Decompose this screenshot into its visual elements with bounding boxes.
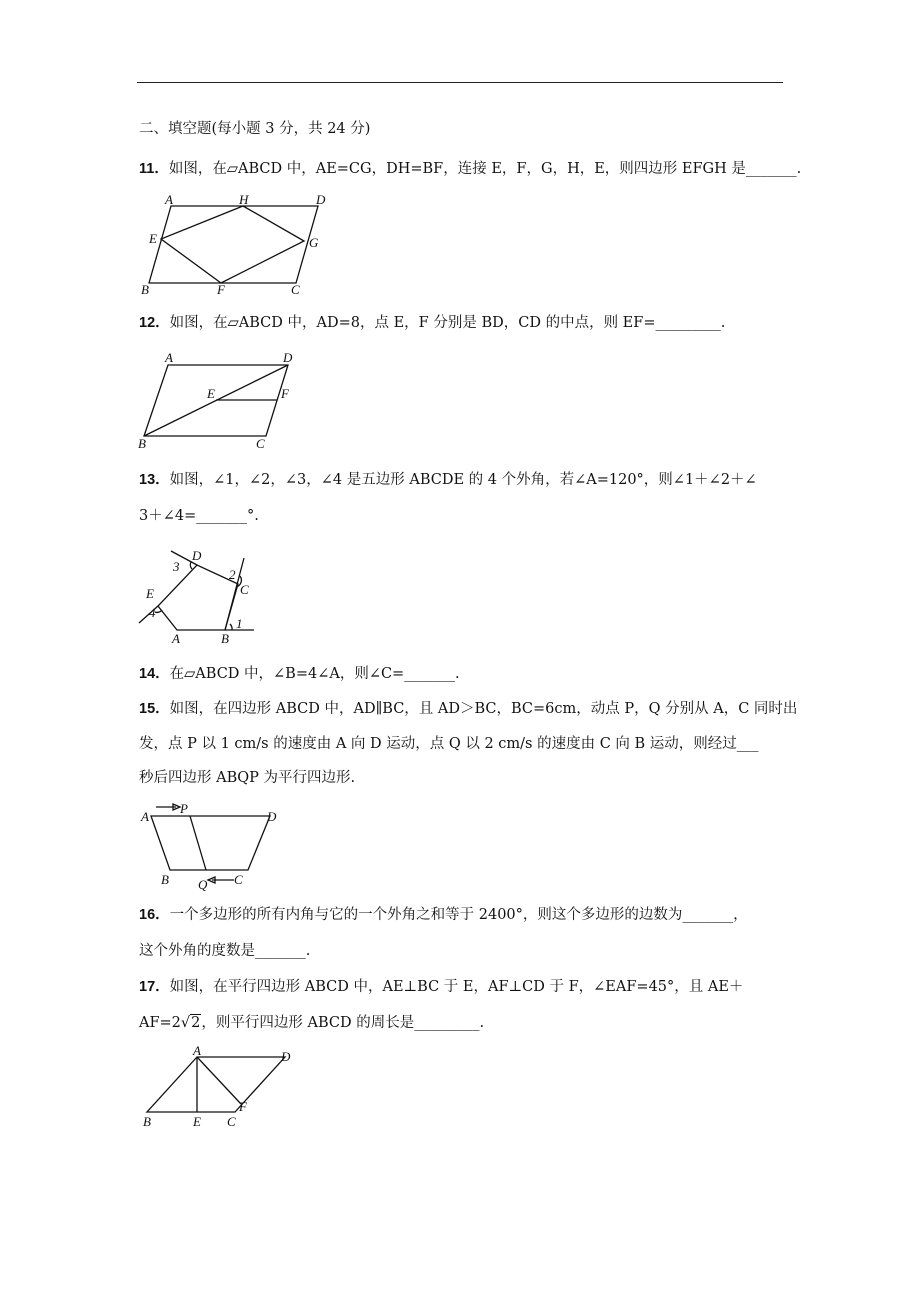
trapezoid-abcd	[151, 816, 270, 870]
question-15-line2: 发，点 P 以 1 cm/s 的速度由 A 向 D 运动，点 Q 以 2 cm/s 的速度由 C 向 B 运动，则经过___	[139, 736, 759, 752]
label-4: 4	[149, 605, 156, 620]
question-15-line3: 秒后四边形 ABQP 为平行四边形.	[139, 770, 356, 786]
question-text: 如图，在▱ABCD 中，AE=CG，DH=BF，连接 E，F，G，H，E，则四边形 EFGH 是_______.	[168, 161, 802, 177]
altitude-af	[197, 1057, 241, 1104]
question-text: 在▱ABCD 中，∠B=4∠A，则∠C=_______.	[169, 666, 460, 682]
label-q: Q	[198, 877, 208, 892]
label-c: C	[256, 436, 265, 451]
label-e: E	[193, 1114, 201, 1129]
question-text-line1: 如图，在平行四边形 ABCD 中，AE⊥BC 于 E，AF⊥CD 于 F，∠EAF=45°，且 AE＋	[169, 979, 744, 995]
sqrt-symbol: √2	[180, 1015, 201, 1031]
section-title: 二、填空题(每小题 3 分，共 24 分)	[139, 121, 371, 137]
label-c: C	[240, 582, 249, 597]
question-number: 17．	[139, 979, 170, 995]
label-f: F	[239, 1099, 247, 1114]
question-text-post: ，则平行四边形 ABCD 的周长是_________.	[201, 1015, 485, 1031]
question-11	[139, 159, 801, 179]
angle-arc-3	[190, 562, 192, 569]
figure-q12	[136, 348, 306, 452]
header-rule	[137, 82, 783, 83]
figure-q17	[138, 1045, 298, 1131]
label-3: 3	[173, 559, 180, 574]
question-text-line1: 如图，∠1，∠2，∠3，∠4 是五边形 ABCDE 的 4 个外角，若∠A=120°，则∠1＋∠2＋∠	[169, 472, 757, 488]
angle-arc-1	[230, 624, 232, 630]
label-e: E	[149, 231, 157, 246]
label-e: E	[146, 586, 154, 601]
question-number: 14．	[139, 666, 170, 682]
question-13	[139, 470, 757, 490]
question-17-line2	[139, 1013, 484, 1033]
label-d: D	[281, 1049, 291, 1064]
question-text-line1: 如图，在四边形 ABCD 中，AD∥BC，且 AD＞BC，BC=6cm，动点 P，Q 分别从 A，C 同时出	[169, 701, 798, 717]
label-d: D	[267, 809, 277, 824]
question-text-line1: 一个多边形的所有内角与它的一个外角之和等于 2400°，则这个多边形的边数为_______，	[169, 907, 748, 923]
label-b: B	[161, 872, 169, 887]
label-a: A	[165, 350, 173, 365]
label-g: G	[309, 235, 319, 250]
question-13-line2: 3＋∠4=_______°.	[139, 508, 259, 524]
question-12	[139, 313, 725, 333]
label-b: B	[141, 282, 149, 297]
label-a: A	[193, 1045, 201, 1058]
label-f: F	[281, 386, 289, 401]
label-2: 2	[229, 567, 236, 582]
question-number: 13．	[139, 472, 170, 488]
question-14	[139, 664, 460, 684]
label-b: B	[138, 436, 146, 451]
label-p: P	[180, 801, 188, 816]
parallelogram-abcd	[149, 206, 318, 283]
question-text: 如图，在▱ABCD 中，AD=8，点 E，F 分别是 BD，CD 的中点，则 EF=_________.	[169, 315, 726, 331]
label-1: 1	[236, 616, 243, 631]
label-c: C	[234, 872, 243, 887]
label-h: H	[239, 192, 249, 207]
parallelogram-abcd	[147, 1057, 285, 1112]
question-number: 12．	[139, 315, 170, 331]
question-text-pre: AF=2	[139, 1015, 181, 1031]
label-a: A	[165, 192, 173, 207]
label-f: F	[217, 282, 225, 297]
label-c: C	[291, 282, 300, 297]
figure-q11	[136, 190, 336, 298]
label-d: D	[316, 192, 326, 207]
segment-pq	[190, 816, 206, 870]
label-a: A	[141, 809, 149, 824]
angle-arc-4	[155, 610, 162, 612]
figure-q15	[138, 800, 288, 892]
question-16	[139, 905, 748, 925]
label-e: E	[207, 386, 215, 401]
pentagon-abcde	[158, 565, 238, 630]
question-number: 16．	[139, 907, 170, 923]
question-15	[139, 699, 797, 719]
label-b: B	[143, 1114, 151, 1129]
question-number: 15．	[139, 701, 170, 717]
label-b: B	[221, 631, 229, 646]
label-a: A	[172, 631, 180, 646]
question-number: 11．	[139, 161, 169, 177]
label-d: D	[283, 350, 293, 365]
label-c: C	[227, 1114, 236, 1129]
question-16-line2: 这个外角的度数是_______.	[139, 943, 311, 959]
label-d: D	[192, 548, 202, 563]
question-17	[139, 977, 743, 997]
quadrilateral-efgh	[161, 206, 304, 283]
sqrt-radicand: 2	[191, 1015, 201, 1031]
figure-q13	[134, 546, 264, 646]
